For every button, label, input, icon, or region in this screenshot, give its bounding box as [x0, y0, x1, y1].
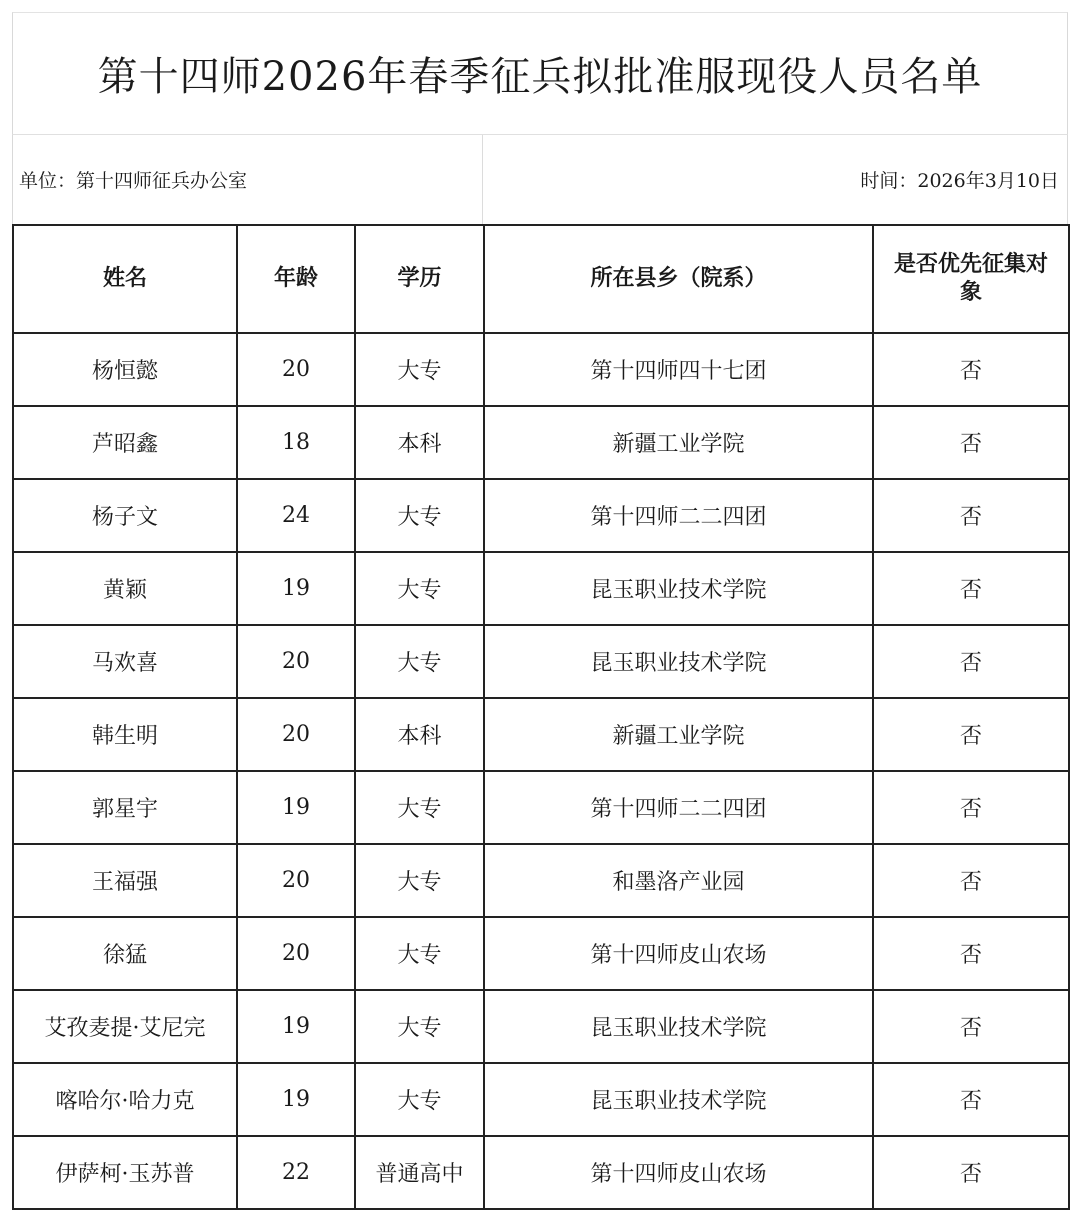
cell-priority: 否: [873, 406, 1069, 479]
cell-priority: 否: [873, 990, 1069, 1063]
table-row: [13, 625, 1069, 698]
cell-age: 22: [237, 1136, 355, 1209]
cell-location: 第十四师皮山农场: [484, 1136, 873, 1209]
cell-age: 19: [237, 771, 355, 844]
cell-priority: 否: [873, 698, 1069, 771]
cell-education: 大专: [355, 625, 484, 698]
cell-age: 20: [237, 844, 355, 917]
header-education: 学历: [355, 225, 484, 333]
cell-education: 本科: [355, 698, 484, 771]
cell-location: 第十四师二二四团: [484, 479, 873, 552]
table-row: [13, 479, 1069, 552]
cell-education: 大专: [355, 552, 484, 625]
cell-age: 24: [237, 479, 355, 552]
cell-priority: 否: [873, 771, 1069, 844]
cell-name: 王福强: [13, 844, 237, 917]
cell-location: 和墨洛产业园: [484, 844, 873, 917]
cell-name: 杨子文: [13, 479, 237, 552]
table-row: [13, 698, 1069, 771]
header-age: 年龄: [237, 225, 355, 333]
cell-education: 大专: [355, 844, 484, 917]
title-row: [12, 12, 1068, 134]
cell-location: 昆玉职业技术学院: [484, 990, 873, 1063]
cell-location: 昆玉职业技术学院: [484, 552, 873, 625]
table-row: [13, 552, 1069, 625]
unit-label: 单位：第十四师征兵办公室: [13, 135, 483, 224]
cell-name: 马欢喜: [13, 625, 237, 698]
cell-education: 本科: [355, 406, 484, 479]
cell-education: 大专: [355, 990, 484, 1063]
cell-priority: 否: [873, 1063, 1069, 1136]
header-name: 姓名: [13, 225, 237, 333]
cell-name: 伊萨柯·玉苏普: [13, 1136, 237, 1209]
cell-name: 黄颖: [13, 552, 237, 625]
table-row: [13, 406, 1069, 479]
cell-priority: 否: [873, 333, 1069, 406]
table-row: [13, 771, 1069, 844]
cell-location: 第十四师四十七团: [484, 333, 873, 406]
table-header-row: [13, 225, 1069, 333]
cell-location: 新疆工业学院: [484, 698, 873, 771]
cell-age: 19: [237, 990, 355, 1063]
table-row: [13, 990, 1069, 1063]
table-row: [13, 1136, 1069, 1209]
cell-priority: 否: [873, 844, 1069, 917]
cell-location: 第十四师皮山农场: [484, 917, 873, 990]
cell-age: 20: [237, 698, 355, 771]
cell-name: 徐猛: [13, 917, 237, 990]
cell-education: 大专: [355, 479, 484, 552]
roster-table: [12, 224, 1070, 1210]
roster-sheet: [12, 12, 1068, 1210]
header-priority: 是否优先征集对象: [873, 225, 1069, 333]
cell-education: 大专: [355, 771, 484, 844]
header-location: 所在县乡（院系）: [484, 225, 873, 333]
cell-education: 普通高中: [355, 1136, 484, 1209]
cell-age: 20: [237, 917, 355, 990]
cell-priority: 否: [873, 625, 1069, 698]
cell-location: 新疆工业学院: [484, 406, 873, 479]
cell-name: 韩生明: [13, 698, 237, 771]
table-row: [13, 333, 1069, 406]
cell-age: 20: [237, 625, 355, 698]
cell-age: 19: [237, 1063, 355, 1136]
cell-location: 第十四师二二四团: [484, 771, 873, 844]
table-row: [13, 844, 1069, 917]
cell-name: 郭星宇: [13, 771, 237, 844]
cell-priority: 否: [873, 917, 1069, 990]
cell-priority: 否: [873, 1136, 1069, 1209]
cell-location: 昆玉职业技术学院: [484, 1063, 873, 1136]
cell-location: 昆玉职业技术学院: [484, 625, 873, 698]
cell-education: 大专: [355, 917, 484, 990]
cell-name: 艾孜麦提·艾尼完: [13, 990, 237, 1063]
table-row: [13, 1063, 1069, 1136]
table-row: [13, 917, 1069, 990]
cell-education: 大专: [355, 1063, 484, 1136]
cell-age: 18: [237, 406, 355, 479]
cell-name: 喀哈尔·哈力克: [13, 1063, 237, 1136]
cell-age: 20: [237, 333, 355, 406]
cell-priority: 否: [873, 552, 1069, 625]
date-label: 时间：2026年3月10日: [860, 170, 1059, 192]
cell-age: 19: [237, 552, 355, 625]
table-body: [13, 333, 1069, 1209]
document-title: 第十四师2026年春季征兵拟批准服现役人员名单: [97, 54, 983, 100]
cell-name: 杨恒懿: [13, 333, 237, 406]
cell-education: 大专: [355, 333, 484, 406]
cell-priority: 否: [873, 479, 1069, 552]
meta-row: [12, 134, 1068, 224]
cell-name: 芦昭鑫: [13, 406, 237, 479]
